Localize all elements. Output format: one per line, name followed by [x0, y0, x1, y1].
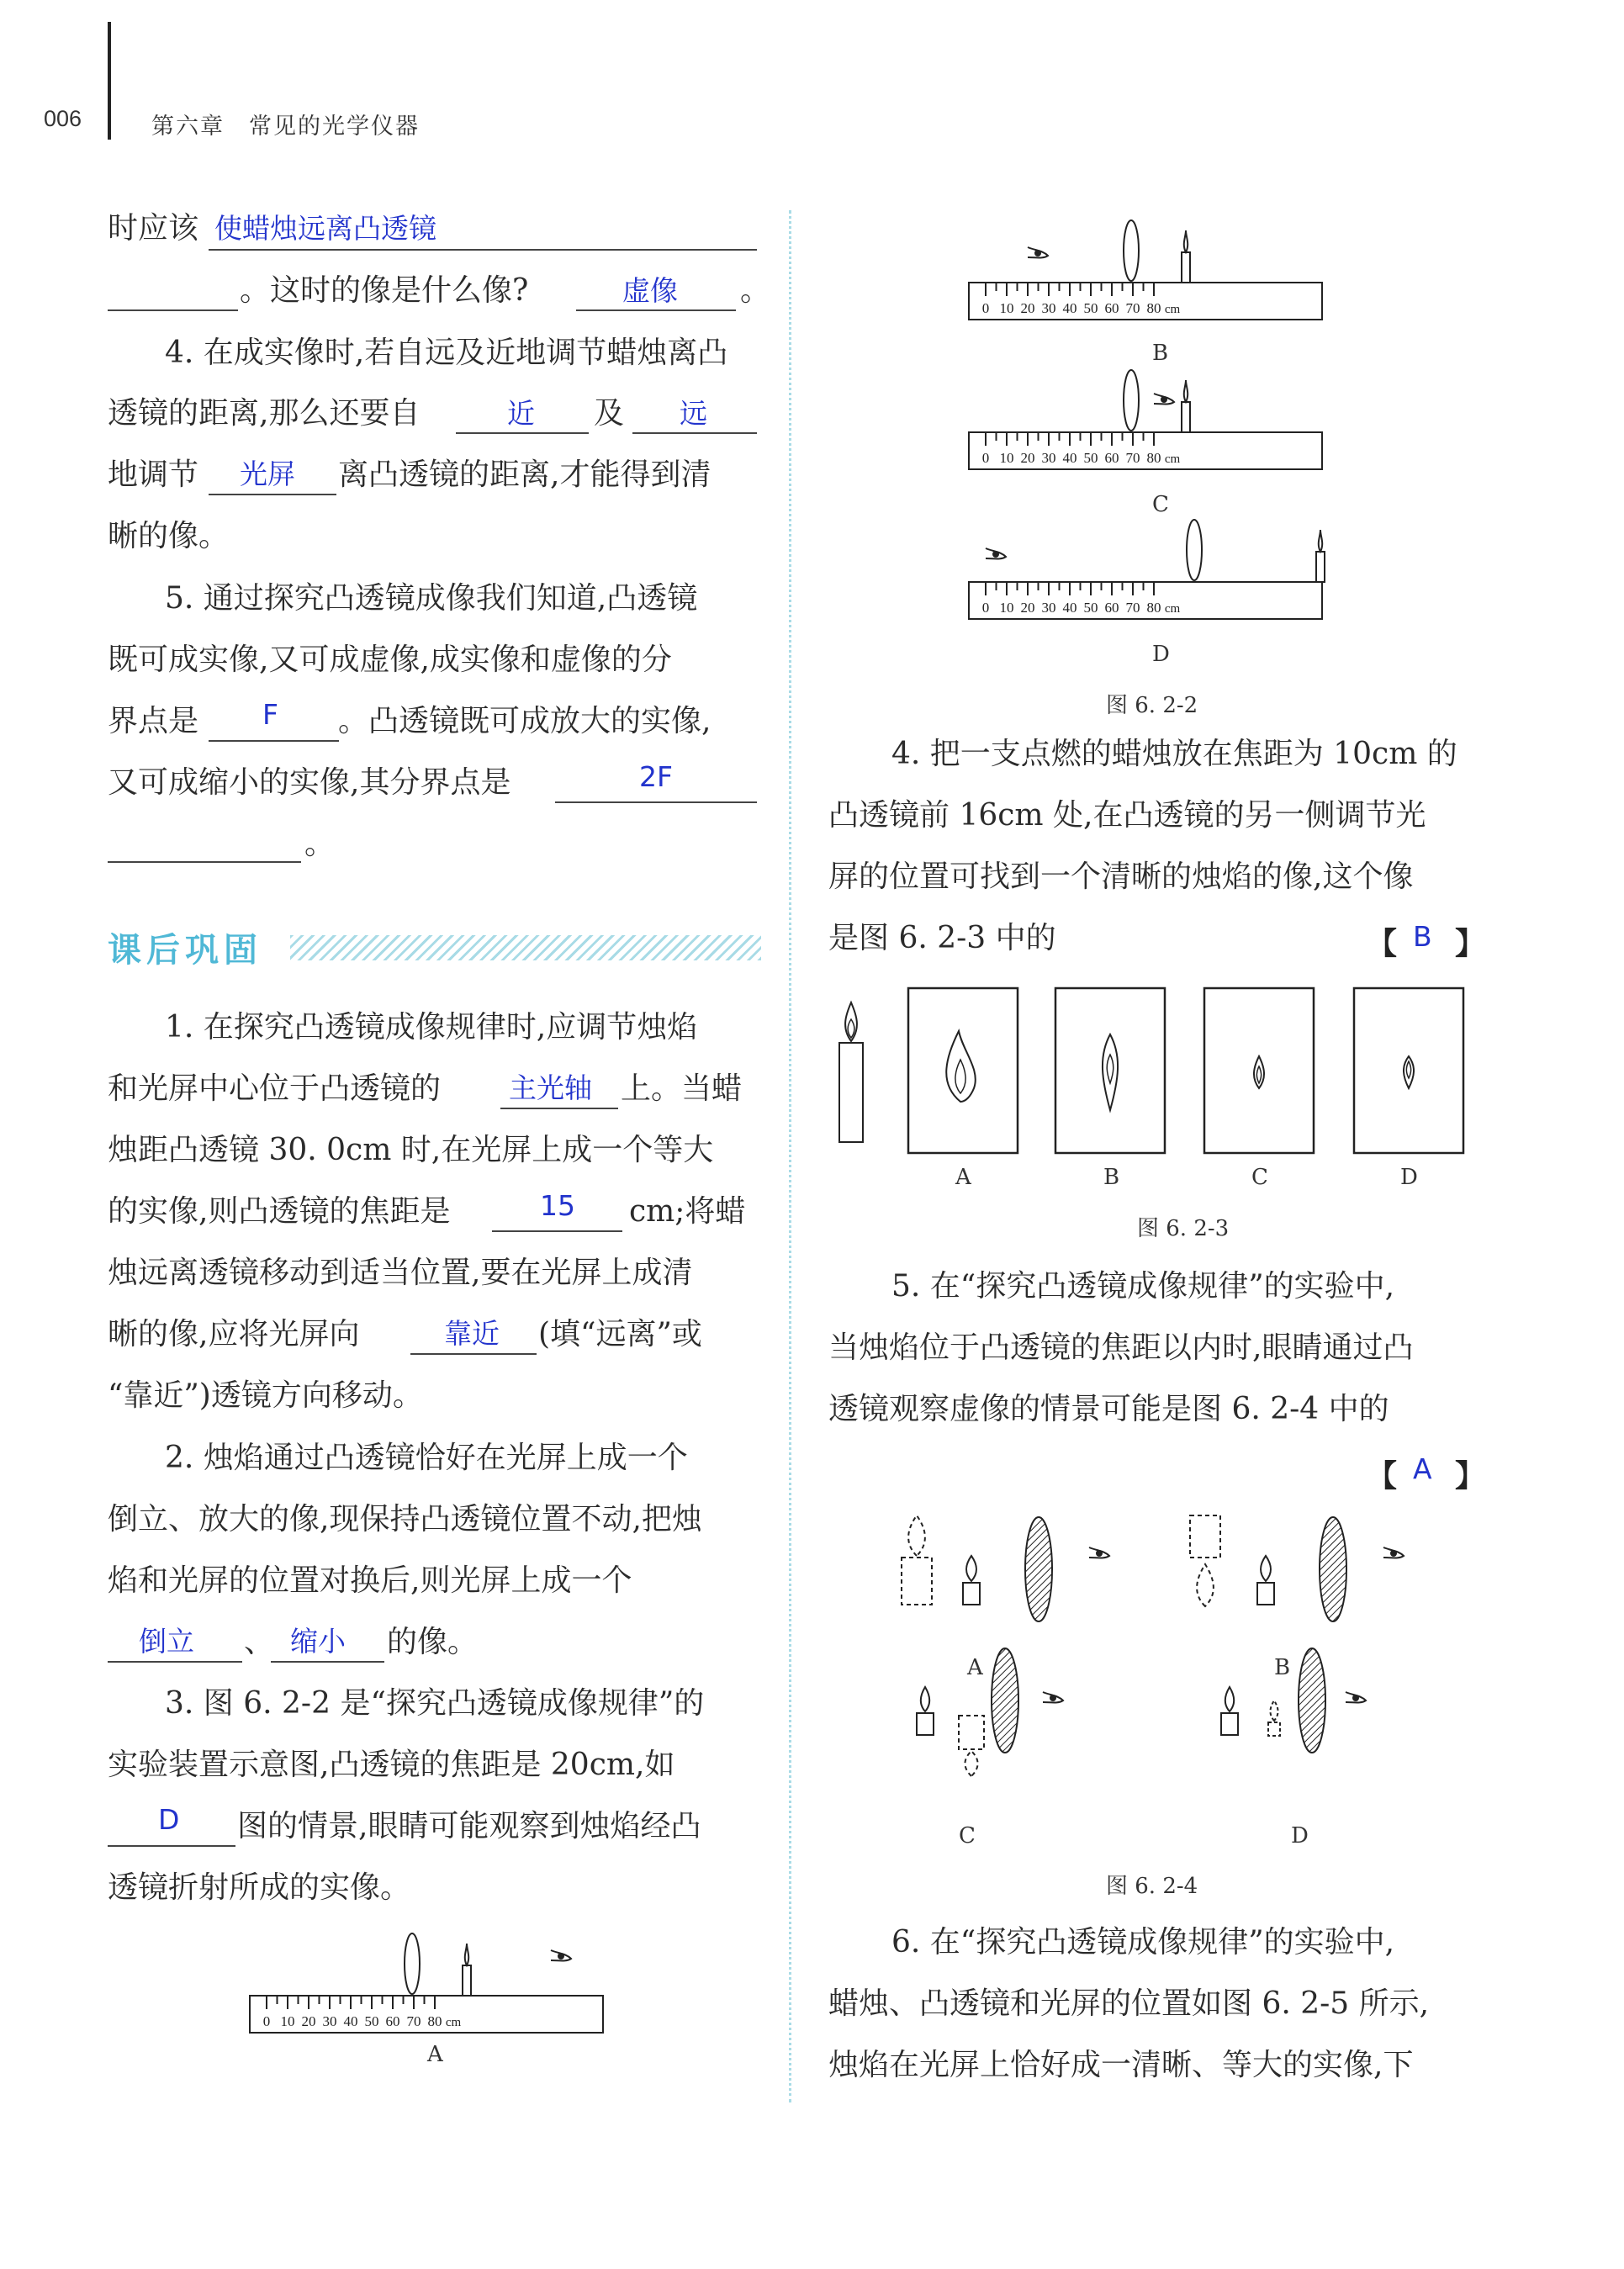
figure-label: C	[959, 1823, 976, 1849]
text-line: 。凸透镜既可成放大的实像,	[338, 704, 711, 738]
homework-3-line: 3. 图 6. 2-2 是“探究凸透镜成像规律”的	[165, 1686, 705, 1721]
ruler-tick-label: 50	[1083, 300, 1098, 316]
text-line: 地调节	[108, 458, 199, 492]
ruler-tick-label: 40	[1062, 450, 1077, 466]
figure-label: A	[955, 1165, 971, 1190]
candle	[1182, 230, 1190, 283]
option-b-image	[1055, 988, 1165, 1153]
option-c-image	[1204, 988, 1314, 1153]
ruler-tick-label: 70	[1125, 300, 1140, 316]
text-line: 晰的像。	[108, 519, 230, 553]
figure-label: B	[1274, 1655, 1291, 1680]
homework-2-line: 2. 烛焰通过凸透镜恰好在光屏上成一个	[165, 1441, 688, 1475]
answer-text: A	[1413, 1452, 1432, 1485]
text-line: 烛焰在光屏上恰好成一清晰、等大的实像,下	[828, 2048, 1414, 2082]
ruler-tick-label: 0	[981, 300, 990, 316]
answer-blank	[209, 494, 336, 495]
ruler-tick-label: 70	[406, 2013, 421, 2029]
text-line: 的像。	[387, 1625, 479, 1659]
figure-caption: 图 6. 2-2	[1106, 693, 1198, 718]
option-d-image	[1354, 988, 1463, 1153]
option-d-scene	[1221, 1648, 1366, 1753]
text-line: 焰和光屏的位置对换后,则光屏上成一个	[108, 1563, 632, 1598]
text-line: 界点是	[108, 704, 199, 738]
chapter-title: 第六章 常见的光学仪器	[151, 114, 420, 140]
ruler-tick-label: 0	[262, 2013, 271, 2029]
answer-text: D	[158, 1803, 180, 1836]
text-line: 是图 6. 2-3 中的	[828, 921, 1056, 955]
candle	[1182, 380, 1190, 432]
convex-lens	[1187, 520, 1202, 580]
ruler-tick-label: 30	[1041, 600, 1056, 616]
flame-images-figure	[833, 984, 1472, 1161]
answer-text: 主光轴	[509, 1071, 592, 1104]
optical-bench-figure-c	[967, 367, 1329, 484]
ruler-unit: cm	[1164, 452, 1181, 466]
text-line: 、	[244, 1625, 275, 1659]
ruler-tick-label: 10	[280, 2013, 295, 2029]
answer-text: 使蜡烛远离凸透镜	[214, 212, 436, 245]
answer-text: F	[262, 698, 278, 731]
eye-icon	[1089, 1547, 1109, 1558]
answer-blank	[108, 309, 238, 311]
convex-lens	[1124, 220, 1139, 281]
ruler-tick-label: 20	[1020, 300, 1035, 316]
figure-label: B	[1103, 1165, 1120, 1190]
text-line: 离凸透镜的距离,才能得到清	[338, 458, 711, 492]
answer-text: 远	[680, 397, 707, 430]
answer-blank	[209, 249, 757, 251]
eye-icon	[1383, 1547, 1404, 1558]
figure-label: D	[1400, 1165, 1418, 1190]
answer-blank	[492, 1230, 622, 1232]
ruler-tick-label: 60	[385, 2013, 400, 2029]
candle	[463, 1944, 471, 1996]
ruler-tick-label: 40	[1062, 600, 1077, 616]
question-6-line: 6. 在“探究凸透镜成像规律”的实验中,	[891, 1925, 1395, 1960]
option-c-scene	[917, 1648, 1063, 1776]
answer-text: 缩小	[290, 1625, 346, 1658]
eye-icon	[986, 548, 1006, 559]
text-line: 当烛焰位于凸透镜的焦距以内时,眼睛通过凸	[828, 1330, 1414, 1365]
ruler-tick-label: 0	[981, 450, 990, 466]
ruler-tick-label: 50	[364, 2013, 379, 2029]
homework-1-line: 1. 在探究凸透镜成像规律时,应调节烛焰	[165, 1010, 698, 1045]
answer-blank	[108, 861, 301, 863]
optical-bench-figure-b	[967, 217, 1329, 335]
ruler-tick-label: 10	[999, 600, 1014, 616]
ruler-tick-label: 70	[1125, 600, 1140, 616]
text-line: 及	[594, 396, 625, 431]
answer-text: 15	[540, 1189, 575, 1222]
ruler-unit: cm	[1164, 602, 1181, 616]
candle	[839, 1002, 863, 1142]
column-divider	[789, 210, 791, 2102]
answer-blank	[500, 1108, 618, 1109]
figure-label: B	[1152, 341, 1169, 366]
answer-blank	[108, 1661, 242, 1663]
text-line: 烛距凸透镜 30. 0cm 时,在光屏上成一个等大	[108, 1133, 714, 1167]
answer-bracket-open: 【	[1367, 1458, 1398, 1494]
option-a-image	[908, 988, 1018, 1153]
ruler-tick-label: 80	[1146, 300, 1161, 316]
text-line: 和光屏中心位于凸透镜的	[108, 1071, 442, 1106]
ruler-tick-label: 40	[1062, 300, 1077, 316]
eye-icon	[551, 1950, 571, 1961]
text-line: “靠近”)透镜方向移动。	[108, 1378, 423, 1413]
text-line: 透镜的距离,那么还要自	[108, 396, 421, 431]
ruler-tick-label: 60	[1104, 450, 1119, 466]
optical-bench-figure-d	[967, 516, 1329, 634]
text-line: 。	[740, 273, 771, 308]
question-4-line: 4. 把一支点燃的蜡烛放在焦距为 10cm 的	[891, 737, 1457, 771]
eye-icon	[1346, 1692, 1366, 1703]
answer-text: 2F	[639, 760, 673, 793]
text-line: 。	[304, 827, 336, 861]
text-line: cm;将蜡	[629, 1194, 746, 1229]
text-line: 透镜观察虚像的情景可能是图 6. 2-4 中的	[828, 1392, 1389, 1426]
answer-blank	[555, 801, 757, 803]
convex-lens	[405, 1933, 420, 1994]
answer-bracket-close: 】	[1455, 1458, 1486, 1494]
question-5-line: 5. 在“探究凸透镜成像规律”的实验中,	[891, 1269, 1395, 1304]
text-line: 图的情景,眼睛可能观察到烛焰经凸	[237, 1809, 701, 1843]
ruler-tick-label: 20	[1020, 600, 1035, 616]
figure-label: C	[1251, 1165, 1268, 1190]
answer-bracket-open: 【	[1367, 926, 1398, 961]
text-line: 烛远离透镜移动到适当位置,要在光屏上成清	[108, 1256, 693, 1290]
answer-blank	[576, 309, 736, 311]
section-title-decoration	[290, 935, 761, 960]
text-line: 屏的位置可找到一个清晰的烛焰的像,这个像	[828, 859, 1414, 894]
eye-icon	[1154, 394, 1174, 405]
ruler-tick-label: 30	[1041, 450, 1056, 466]
answer-text: B	[1413, 920, 1432, 953]
text-line: 凸透镜前 16cm 处,在凸透镜的另一侧调节光	[828, 798, 1426, 833]
text-line: 。这时的像是什么像?	[240, 273, 529, 308]
text-line: (填“远离”或	[538, 1317, 702, 1351]
figure-caption: 图 6. 2-4	[1106, 1874, 1198, 1899]
answer-blank	[456, 432, 589, 434]
text-line: 晰的像,应将光屏向	[108, 1317, 360, 1351]
answer-text: 虚像	[622, 274, 678, 307]
figure-caption: 图 6. 2-3	[1137, 1216, 1230, 1241]
convex-lens	[1124, 370, 1139, 431]
ruler-tick-label: 10	[999, 450, 1014, 466]
ruler-tick-label: 50	[1083, 450, 1098, 466]
text-line: 蜡烛、凸透镜和光屏的位置如图 6. 2-5 所示,	[828, 1986, 1430, 2021]
ruler-tick-label: 30	[1041, 300, 1056, 316]
ruler-tick-label: 80	[1146, 600, 1161, 616]
answer-blank	[632, 432, 757, 434]
eye-icon	[1043, 1692, 1063, 1703]
ruler-tick-label: 30	[322, 2013, 337, 2029]
eye-icon	[1028, 247, 1048, 258]
ruler-tick-label: 40	[343, 2013, 358, 2029]
ruler-tick-label: 50	[1083, 600, 1098, 616]
section-title: 课后巩固	[108, 931, 262, 970]
answer-text: 近	[507, 397, 535, 430]
option-a-scene	[902, 1515, 1109, 1621]
text-line: 倒立、放大的像,现保持凸透镜位置不动,把烛	[108, 1502, 702, 1536]
optical-bench-figure-a	[248, 1930, 610, 2048]
question-5-line: 5. 通过探究凸透镜成像我们知道,凸透镜	[165, 581, 698, 616]
ruler-unit: cm	[445, 2016, 462, 2029]
ruler-tick-label: 10	[999, 300, 1014, 316]
figure-label: D	[1152, 642, 1170, 667]
text-line: 的实像,则凸透镜的焦距是	[108, 1194, 451, 1229]
answer-blank	[271, 1661, 384, 1663]
virtual-image-figure	[883, 1514, 1430, 1825]
question-4-line: 4. 在成实像时,若自远及近地调节蜡烛离凸	[165, 336, 728, 370]
option-b-scene	[1190, 1515, 1404, 1621]
answer-blank	[108, 1845, 235, 1847]
ruler-tick-label: 60	[1104, 600, 1119, 616]
figure-label: A	[427, 2042, 443, 2067]
ruler-tick-label: 20	[301, 2013, 316, 2029]
answer-blank	[209, 740, 339, 742]
ruler-tick-label: 70	[1125, 450, 1140, 466]
answer-text: 倒立	[139, 1625, 194, 1658]
ruler-unit: cm	[1164, 303, 1181, 316]
text-line: 既可成实像,又可成虚像,成实像和虚像的分	[108, 643, 672, 677]
text-line: 上。当蜡	[621, 1071, 743, 1106]
header-rule	[108, 22, 111, 140]
ruler-tick-label: 80	[1146, 450, 1161, 466]
text-line: 透镜折射所成的实像。	[108, 1870, 411, 1905]
text-line: 时应该	[108, 211, 199, 246]
answer-text: 靠近	[444, 1317, 500, 1350]
figure-label: A	[967, 1655, 983, 1680]
ruler-tick-label: 0	[981, 600, 990, 616]
ruler-tick-label: 80	[427, 2013, 442, 2029]
text-line: 实验装置示意图,凸透镜的焦距是 20cm,如	[108, 1748, 675, 1782]
answer-text: 光屏	[240, 458, 295, 490]
page-number: 006	[44, 106, 82, 131]
figure-label: D	[1291, 1823, 1309, 1849]
candle	[1316, 530, 1325, 582]
ruler-tick-label: 60	[1104, 300, 1119, 316]
text-line: 又可成缩小的实像,其分界点是	[108, 765, 511, 800]
answer-blank	[410, 1353, 537, 1355]
answer-bracket-close: 】	[1455, 926, 1486, 961]
ruler-tick-label: 20	[1020, 450, 1035, 466]
figure-label: C	[1152, 492, 1169, 517]
